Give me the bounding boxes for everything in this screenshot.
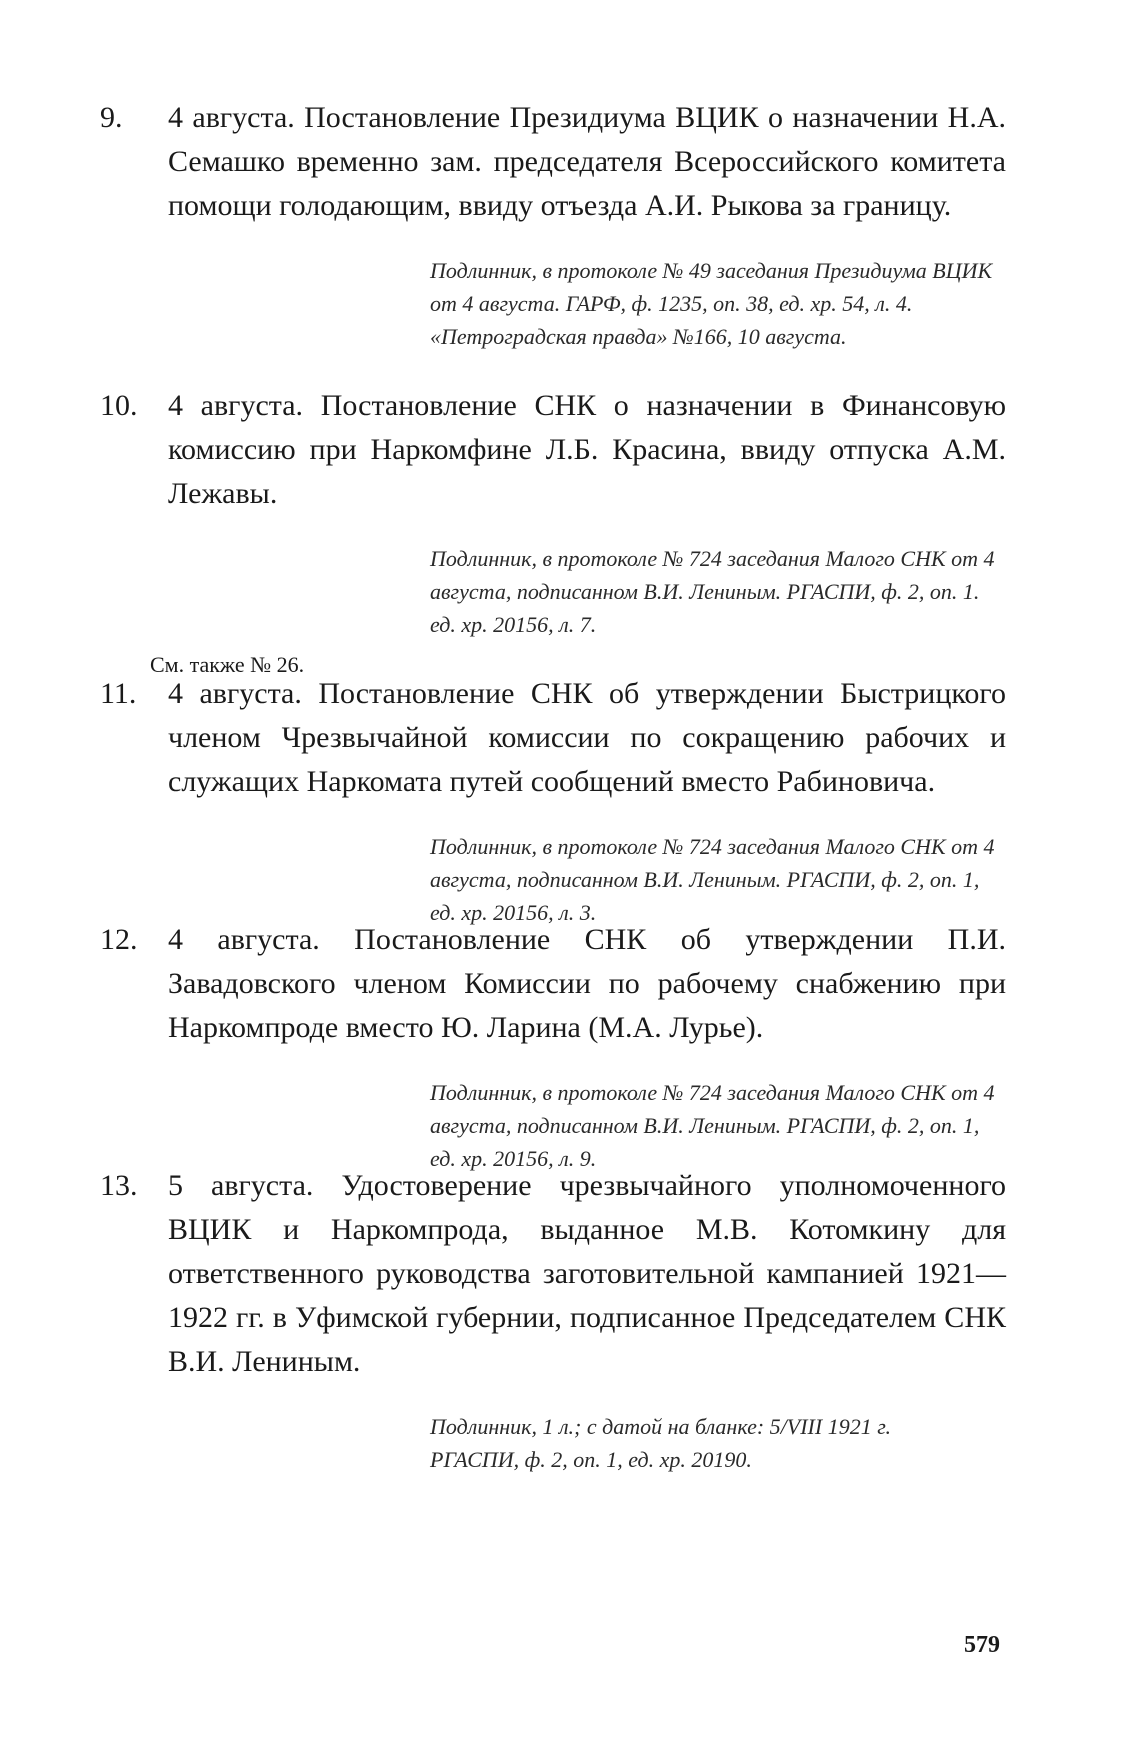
entry-text: 4 августа. Постановление Президиума ВЦИК о назначении Н.А. Семашко временно зам. председателя Всероссийского комитета помощи голодающим, ввиду отъезда А.И. Рыкова за границу. [168, 101, 1006, 222]
source-line: Подлинник, в протоколе № 49 заседания Президиума ВЦИК от 4 августа. ГАРФ, ф. 1235, оп. 38, ед. хр. 54, л. 4. [430, 258, 993, 316]
entry-sources [430, 1410, 1006, 1476]
source-line: Подлинник, в протоколе № 724 заседания Малого СНК от 4 августа, подписанном В.И. Лениным. РГАСПИ, ф. 2, оп. 1, ед. хр. 20156, л. 3. [430, 834, 995, 925]
source-line: «Петроградская правда» №166, 10 августа. [430, 324, 847, 349]
source-line: Подлинник, в протоколе № 724 заседания Малого СНК от 4 августа, подписанном В.И. Лениным. РГАСПИ, ф. 2, оп. 1. ед. хр. 20156, л. 7. [430, 546, 995, 637]
entry-9 [100, 96, 1006, 353]
entry-12 [100, 918, 1006, 1175]
entry-10 [100, 384, 1006, 681]
entry-sources [430, 830, 1006, 929]
see-also-note: См. также № 26. [150, 652, 305, 677]
entry-text: 4 августа. Постановление СНК о назначении в Финансовую комиссию при Наркомфине Л.Б. Красина, ввиду отпуска А.М. Лежавы. [168, 389, 1006, 510]
entry-text: 4 августа. Постановление СНК об утверждении П.И. Завадовского членом Комиссии по рабочему снабжению при Наркомпроде вместо Ю. Ларина (М.А. Лурье). [168, 923, 1006, 1044]
entry-11 [100, 672, 1006, 929]
entry-sources [430, 254, 1006, 353]
source-line: Подлинник, в протоколе № 724 заседания Малого СНК от 4 августа, подписанном В.И. Лениным. РГАСПИ, ф. 2, оп. 1, ед. хр. 20156, л. 9. [430, 1080, 995, 1171]
entry-number: 13. [100, 1169, 138, 1202]
entry-13 [100, 1164, 1006, 1476]
entry-number: 12. [100, 923, 138, 956]
entry-number: 9. [100, 101, 123, 134]
source-line: РГАСПИ, ф. 2, оп. 1, ед. хр. 20190. [430, 1447, 752, 1472]
entry-text: 4 августа. Постановление СНК об утверждении Быстрицкого членом Чрезвычайной комиссии по сокращению рабочих и служащих Наркомата путей сообщений вместо Рабиновича. [168, 677, 1006, 798]
entry-number: 10. [100, 389, 138, 422]
page-number: 579 [964, 1632, 1000, 1658]
entry-number: 11. [100, 677, 137, 710]
entry-text: 5 августа. Удостоверение чрезвычайного уполномоченного ВЦИК и Наркомпрода, выданное М.В. Котомкину для ответственного руководства заготовительной кампанией 1921—1922 гг. в Уфимской губернии, подписанное Председателем СНК В.И. Лениным. [168, 1169, 1006, 1378]
entry-sources [430, 542, 1006, 641]
entry-sources [430, 1076, 1006, 1175]
source-line: Подлинник, 1 л.; с датой на бланке: 5/VIII 1921 г. [430, 1414, 892, 1439]
